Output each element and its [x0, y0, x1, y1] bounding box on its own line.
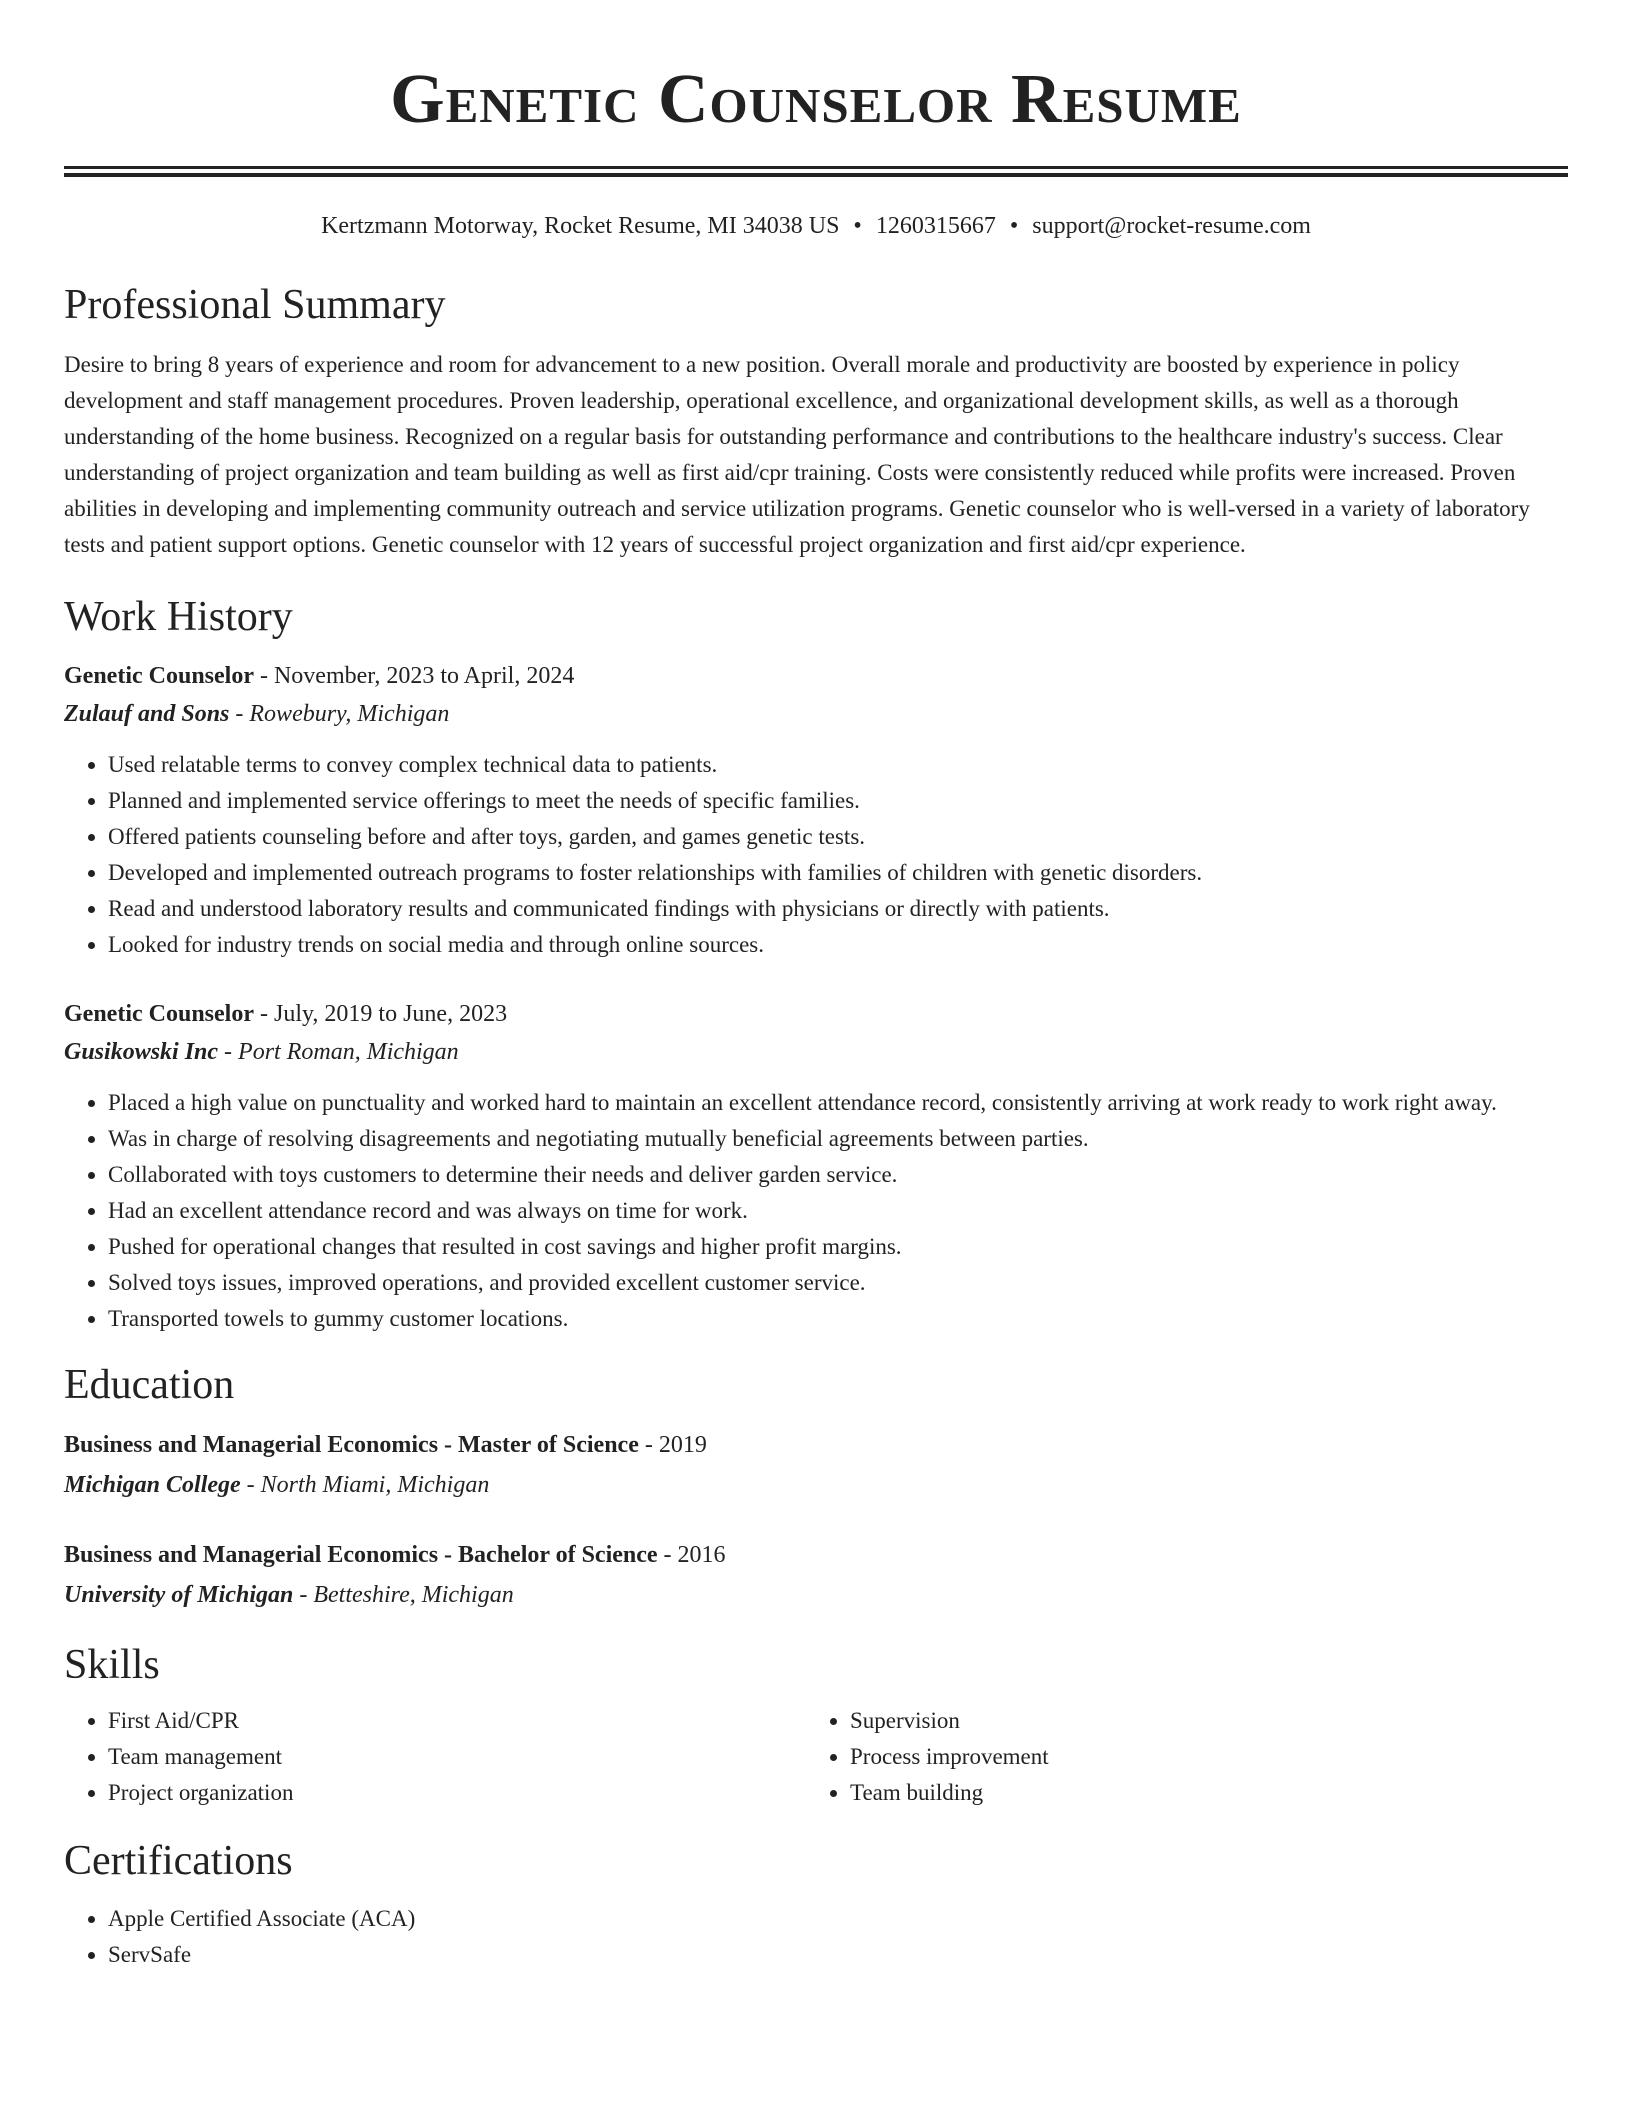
- skill-item: • Supervision: [850, 1703, 1548, 1739]
- education-school: University of Michigan: [64, 1582, 294, 1608]
- summary-heading: Professional Summary: [64, 282, 446, 328]
- education-year: - 2019: [638, 1432, 707, 1458]
- job-title: Genetic Counselor: [64, 663, 254, 689]
- certifications-list: [64, 1901, 1568, 1973]
- education-entry: [64, 1535, 1568, 1615]
- job-header: [64, 995, 1568, 1033]
- job-header: [64, 657, 1568, 695]
- skill-item: • Project organization: [108, 1775, 806, 1811]
- job-company: Zulauf and Sons: [64, 701, 230, 727]
- job-duty: • Was in charge of resolving disagreements and negotiating mutually beneficial agreements between parties.: [108, 1121, 1568, 1157]
- job-duty: • Looked for industry trends on social media and through online sources.: [108, 927, 1568, 963]
- job-duty: • Had an excellent attendance record and was always on time for work.: [108, 1193, 1568, 1229]
- education-school: Michigan College: [64, 1472, 241, 1498]
- job-duty: • Solved toys issues, improved operations, and provided excellent customer service.: [108, 1265, 1568, 1301]
- job-entry: [64, 657, 1568, 963]
- skills-grid: [64, 1703, 1568, 1811]
- job-employer: [64, 1033, 1568, 1071]
- contact-address: Kertzmann Motorway, Rocket Resume, MI 34038 US: [321, 213, 840, 239]
- certification-item: • ServSafe: [108, 1937, 1568, 1973]
- job-dates: - July, 2019 to June, 2023: [253, 1001, 508, 1027]
- job-duty: • Transported towels to gummy customer locations.: [108, 1301, 1568, 1337]
- education-degree: Business and Managerial Economics - Bachelor of Science: [64, 1542, 658, 1568]
- job-duties-list: [64, 1085, 1568, 1337]
- job-location: - Rowebury, Michigan: [229, 701, 450, 727]
- summary-text: Desire to bring 8 years of experience and room for advancement to a new position. Overall morale and productivity are boosted by experience in policy development and staff management procedures. Proven leadership, operational excellence, and organizational development skills, as well as a thorough understanding of the home business. Recognized on a regular basis for outstanding performance and contributions to the healthcare industry's success. Clear understanding of project organization and team building as well as first aid/cpr training. Costs were consistently reduced while profits were increased. Proven abilities in developing and implementing community outreach and service utilization programs. Genetic counselor who is well-versed in a variety of laboratory tests and patient support options. Genetic counselor with 12 years of successful project organization and first aid/cpr experience.: [64, 352, 1530, 557]
- education-year: - 2016: [657, 1542, 726, 1568]
- education-entry: [64, 1425, 1568, 1505]
- resume-page: [64, 0, 1568, 1973]
- education-location: - North Miami, Michigan: [240, 1472, 490, 1498]
- contact-separator: •: [1009, 213, 1019, 239]
- resume-title: Genetic Counselor Resume: [390, 61, 1242, 138]
- contact-email: support@rocket-resume.com: [1032, 213, 1311, 239]
- job-location: - Port Roman, Michigan: [218, 1039, 459, 1065]
- skills-list-right: [806, 1703, 1548, 1811]
- job-dates: - November, 2023 to April, 2024: [253, 663, 575, 689]
- job-duty: • Developed and implemented outreach programs to foster relationships with families of children with genetic disorders.: [108, 855, 1568, 891]
- contact-phone: 1260315667: [875, 213, 996, 239]
- job-duty: • Planned and implemented service offerings to meet the needs of specific families.: [108, 783, 1568, 819]
- skills-list-left: [64, 1703, 806, 1811]
- job-employer: [64, 695, 1568, 733]
- job-title: Genetic Counselor: [64, 1001, 254, 1027]
- skill-item: • First Aid/CPR: [108, 1703, 806, 1739]
- education-degree: Business and Managerial Economics - Master of Science: [64, 1432, 639, 1458]
- job-duties-list: [64, 747, 1568, 963]
- work-history-heading: Work History: [64, 594, 293, 640]
- job-company: Gusikowski Inc: [64, 1039, 219, 1065]
- skill-item: • Process improvement: [850, 1739, 1548, 1775]
- education-heading: Education: [64, 1362, 235, 1408]
- skill-item: • Team building: [850, 1775, 1548, 1811]
- skill-item: • Team management: [108, 1739, 806, 1775]
- education-location: - Betteshire, Michigan: [293, 1582, 514, 1608]
- certification-item: • Apple Certified Associate (ACA): [108, 1901, 1568, 1937]
- title-divider: [64, 166, 1568, 177]
- job-entry: [64, 995, 1568, 1337]
- education-degree-line: [64, 1425, 1568, 1465]
- certifications-heading: Certifications: [64, 1838, 293, 1884]
- job-duty: • Pushed for operational changes that resulted in cost savings and higher profit margins.: [108, 1229, 1568, 1265]
- job-duty: • Placed a high value on punctuality and worked hard to maintain an excellent attendance record, consistently arriving at work ready to work right away.: [108, 1085, 1568, 1121]
- education-school-line: [64, 1575, 1568, 1615]
- education-degree-line: [64, 1535, 1568, 1575]
- contact-line: [64, 211, 1568, 241]
- skills-heading: Skills: [64, 1642, 160, 1688]
- contact-separator: •: [853, 213, 862, 239]
- job-duty: • Offered patients counseling before and after toys, garden, and games genetic tests.: [108, 819, 1568, 855]
- job-duty: • Collaborated with toys customers to determine their needs and deliver garden service.: [108, 1157, 1568, 1193]
- job-duty: • Used relatable terms to convey complex technical data to patients.: [108, 747, 1568, 783]
- education-school-line: [64, 1465, 1568, 1505]
- job-duty: • Read and understood laboratory results and communicated findings with physicians or directly with patients.: [108, 891, 1568, 927]
